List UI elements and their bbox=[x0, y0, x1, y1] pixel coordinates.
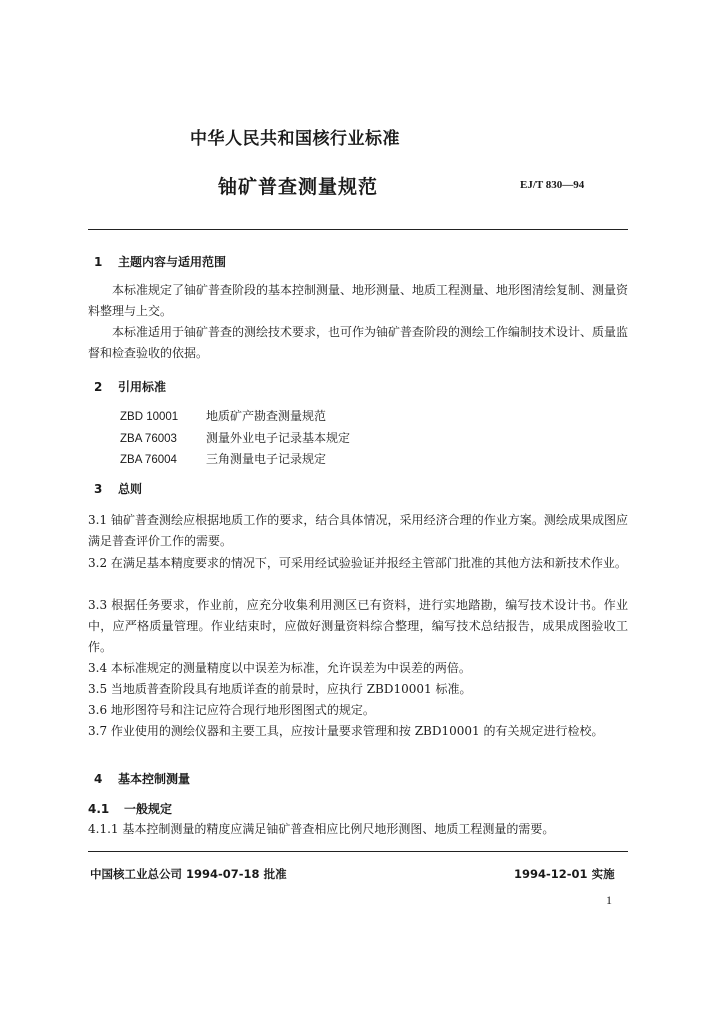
reference-code: ZBA 76004 bbox=[120, 454, 177, 466]
reference-name: 三角测量电子记录规定 bbox=[206, 452, 327, 466]
reference-name: 测量外业电子记录基本规定 bbox=[206, 431, 351, 445]
clause-3-2: 3.2 在满足基本精度要求的情况下，可采用经试验验证并报经主管部门批准的其他方法和新技术作业。 bbox=[88, 556, 627, 570]
clause-3-7: 3.7 作业使用的测绘仪器和主要工具，应按计量要求管理和按 ZBD10001 的有关规定进行检校。 bbox=[88, 724, 604, 738]
reference-item bbox=[120, 450, 326, 467]
section-4-heading bbox=[94, 770, 190, 787]
section-title: 基本控制测量 bbox=[118, 772, 191, 786]
section-title: 引用标准 bbox=[118, 380, 167, 394]
section-number: 3 bbox=[94, 482, 103, 496]
page-number: 1 bbox=[606, 893, 612, 907]
clause-3-4: 3.4 本标准规定的测量精度以中误差为标准，允许误差为中误差的两倍。 bbox=[88, 661, 471, 675]
section-title: 总则 bbox=[118, 482, 143, 496]
reference-code: ZBD 10001 bbox=[120, 411, 179, 423]
header-rule bbox=[88, 229, 628, 230]
clause-3-6: 3.6 地形图符号和注记应符合现行地形图图式的规定。 bbox=[88, 703, 375, 717]
section-3-heading bbox=[94, 480, 142, 497]
subsection-4-1-heading bbox=[88, 800, 172, 817]
reference-name: 地质矿产勘查测量规范 bbox=[206, 409, 327, 423]
section-2-heading bbox=[94, 378, 166, 395]
standard-number: EJ/T 830—94 bbox=[520, 179, 585, 191]
reference-code: ZBA 76003 bbox=[120, 433, 177, 445]
document-title: 铀矿普查测量规范 bbox=[218, 176, 379, 198]
clause-4-1-1: 4.1.1 基本控制测量的精度应满足铀矿普查相应比例尺地形测图、地质工程测量的需要。 bbox=[88, 822, 555, 836]
reference-item bbox=[120, 407, 326, 424]
subsection-number: 4.1 bbox=[88, 802, 110, 816]
subsection-title: 一般规定 bbox=[124, 802, 173, 816]
clause-3-5: 3.5 当地质普查阶段具有地质详查的前景时，应执行 ZBD10001 标准。 bbox=[88, 682, 472, 696]
section-number: 4 bbox=[94, 772, 103, 786]
section-1-para-2: 本标准适用于铀矿普查的测绘技术要求，也可作为铀矿普查阶段的测绘工作编制技术设计、质量监督和检查验收的依据。 bbox=[88, 325, 629, 360]
section-title: 主题内容与适用范围 bbox=[118, 255, 227, 269]
footer-rule bbox=[88, 851, 628, 852]
section-1-para-1: 本标准规定了铀矿普查阶段的基本控制测量、地形测量、地质工程测量、地形图清绘复制、测量资料整理与上交。 bbox=[88, 283, 629, 318]
org-line: 中华人民共和国核行业标准 bbox=[190, 129, 400, 149]
reference-item bbox=[120, 429, 350, 446]
approval-line: 中国核工业总公司 1994-07-18 批准 bbox=[90, 867, 287, 881]
clause-3-3: 3.3 根据任务要求，作业前，应充分收集利用测区已有资料，进行实地踏勘，编写技术设计书。作业中，应严格质量管理。作业结束时，应做好测量资料综合整理，编写技术总结报告，成果成图验收工作。 bbox=[88, 598, 628, 654]
section-number: 2 bbox=[94, 380, 103, 394]
clause-3-1: 3.1 铀矿普查测绘应根据地质工作的要求，结合具体情况，采用经济合理的作业方案。测绘成果成图应满足普查评价工作的需要。 bbox=[88, 513, 628, 548]
section-number: 1 bbox=[94, 255, 103, 269]
section-1-heading bbox=[94, 253, 226, 270]
effective-date: 1994-12-01 实施 bbox=[514, 867, 615, 881]
